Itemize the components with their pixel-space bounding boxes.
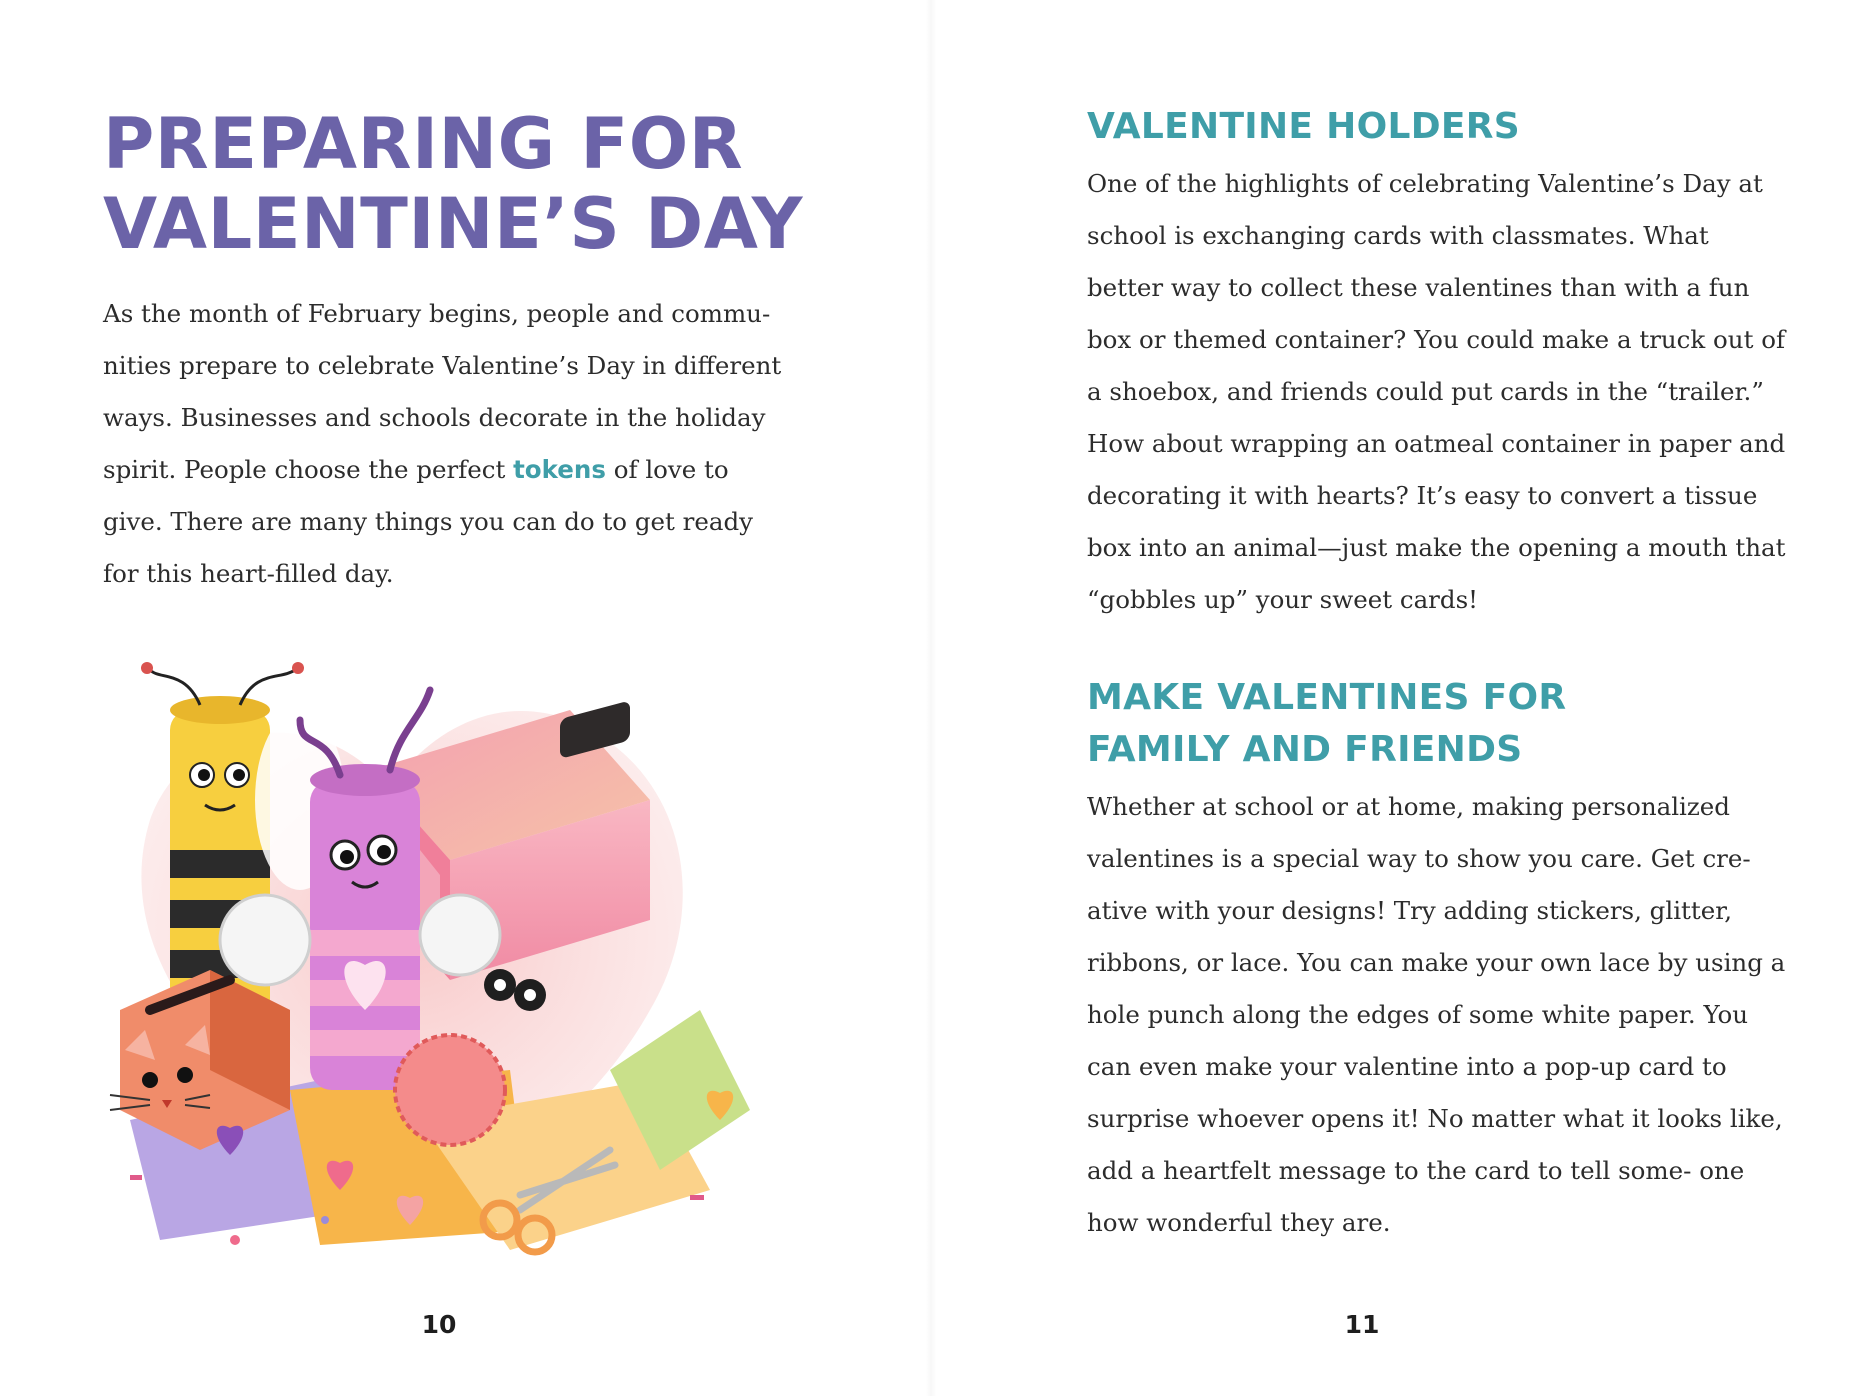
section-heading-valentine-holders: VALENTINE HOLDERS bbox=[1087, 106, 1521, 147]
page-number-right: 11 bbox=[1344, 1310, 1380, 1339]
confetti-piece bbox=[690, 1195, 704, 1200]
glossary-term-tokens: tokens bbox=[513, 455, 606, 484]
confetti-dot bbox=[321, 1216, 329, 1224]
section-heading-make-valentines bbox=[1087, 672, 1807, 776]
right-page bbox=[931, 0, 1862, 1396]
title-line-1: PREPARING FOR bbox=[103, 103, 744, 185]
red-lace-doily bbox=[395, 1035, 505, 1145]
confetti-dot bbox=[230, 1235, 240, 1245]
page-number-left: 10 bbox=[421, 1310, 457, 1339]
confetti-piece bbox=[130, 1175, 142, 1180]
heading-line-2: FAMILY AND FRIENDS bbox=[1087, 729, 1523, 770]
title-line-2: VALENTINE’S DAY bbox=[103, 183, 803, 265]
intro-text-before: As the month of February begins, people and commu- nities prepare to celebrate Valentine’s Day in different ways. Businesses and schools decorate in the holiday spirit. People choose the perfect bbox=[103, 299, 782, 484]
page-title bbox=[103, 104, 823, 264]
intro-paragraph bbox=[103, 288, 783, 600]
make-valentines-paragraph: Whether at school or at home, making personalized valentines is a special way to show you care. Get cre- ative with your designs! Try adding stickers, glitter, ribbons, or lace. You can make your own lace by using a hole punch along the edges of some white paper. You can even make your valentine into a pop-up card to surprise whoever opens it! No matter what it looks like, add a heartfelt message to the card to tell some- one how wonderful they are. bbox=[1087, 792, 1786, 1237]
valentine-holders-paragraph: One of the highlights of celebrating Valentine’s Day at school is exchanging cards with classmates. What better way to collect these valentines than with a fun box or themed container? You could make a truck out of a shoebox, and friends could put cards in the “trailer.” How about wrapping an oatmeal container in paper and decorating it with hearts? It’s easy to convert a tissue box into an animal—just make the opening a mouth that “gobbles up” your sweet cards! bbox=[1087, 169, 1786, 614]
intro-text-after: of love to give. There are many things you can do to get ready for this heart-filled day. bbox=[103, 455, 754, 588]
valentine-crafts-illustration bbox=[90, 650, 790, 1280]
heading-line-1: MAKE VALENTINES FOR bbox=[1087, 677, 1567, 718]
